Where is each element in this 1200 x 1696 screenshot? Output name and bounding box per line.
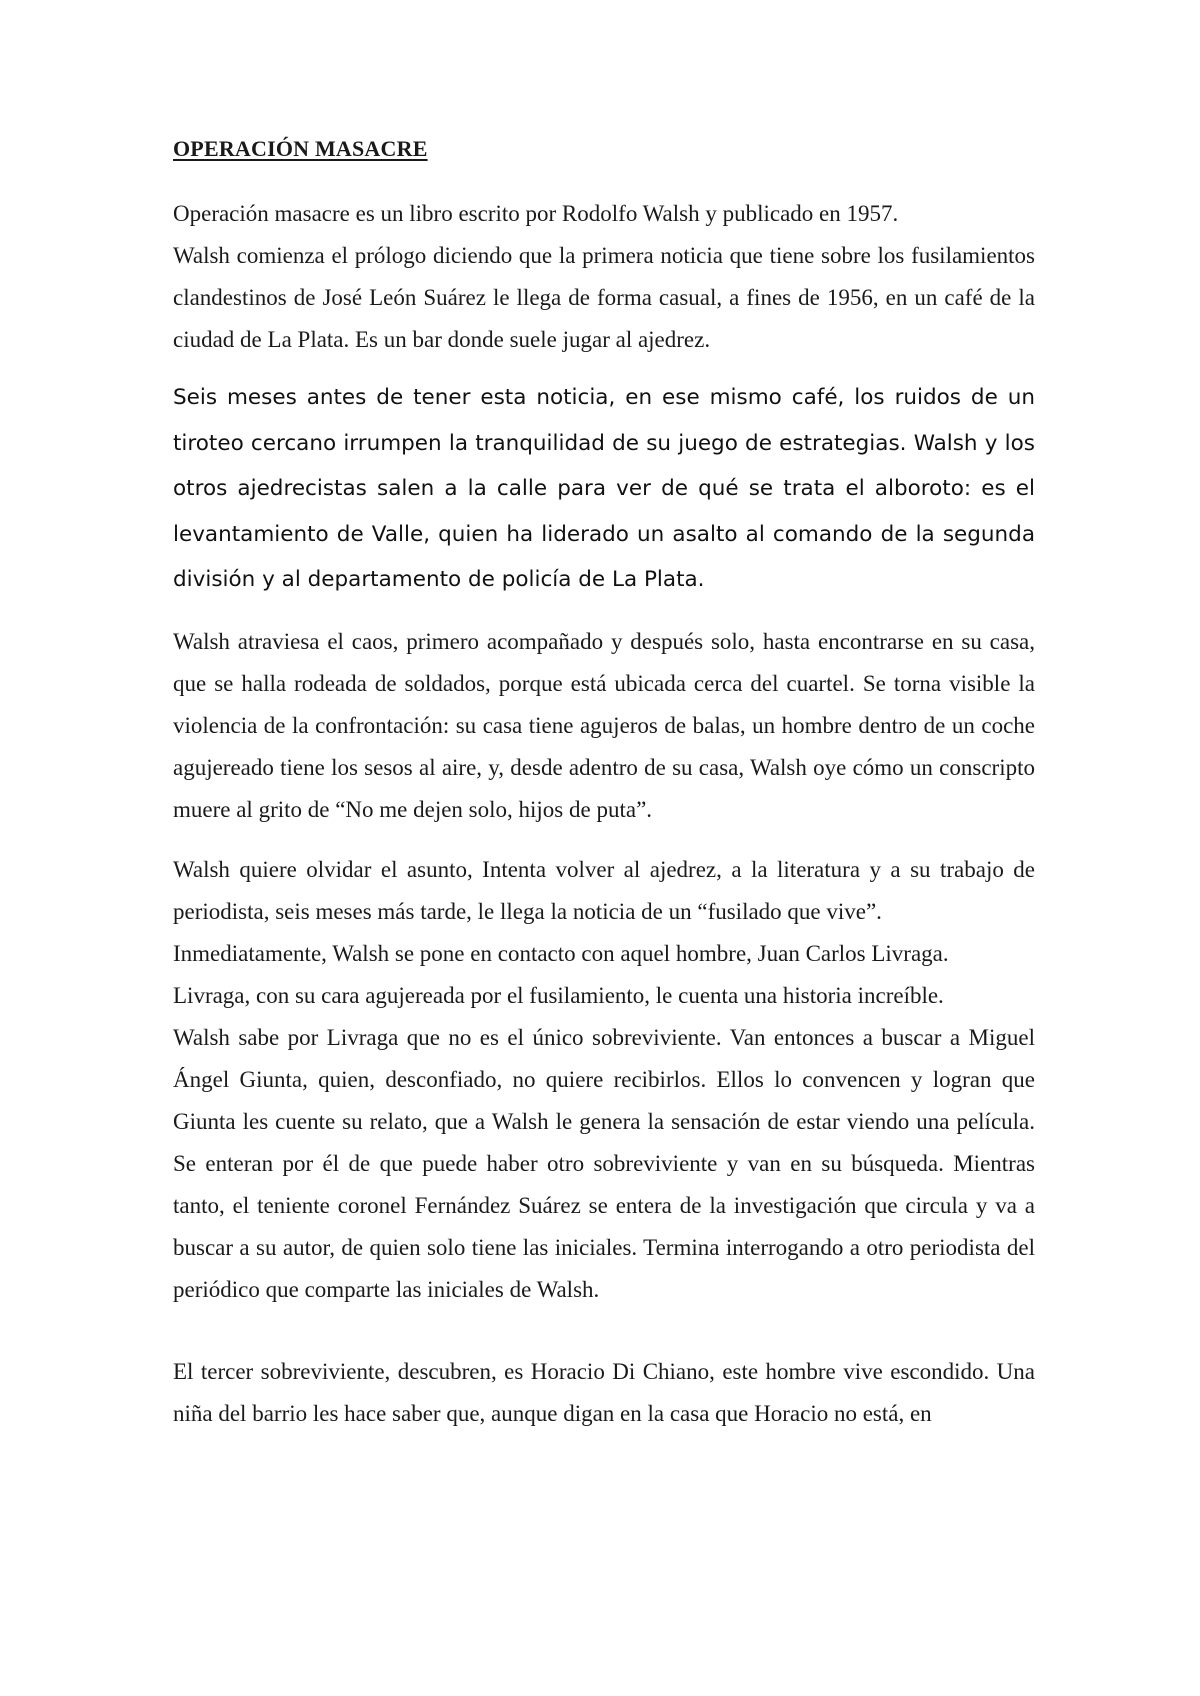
spacer	[173, 603, 1035, 621]
document-body	[173, 138, 1035, 1435]
paragraph-contact: Inmediatamente, Walsh se pone en contacto con aquel hombre, Juan Carlos Livraga.	[173, 940, 949, 966]
document-title: OPERACIÓN MASACRE	[173, 136, 428, 161]
paragraph-survivors: Walsh sabe por Livraga que no es el único sobreviviente. Van entonces a buscar a Miguel Ángel Giunta, quien, desconfiado, no quiere recibirlos. Ellos lo convencen y logran que Giunta les cuente su relato, que a Walsh le genera la sensación de estar viendo una película. Se enteran por él de que puede haber otro sobreviviente y van en su búsqueda. Mientras tanto, el teniente coronel Fernández Suárez se entera de la investigación que circula y va a buscar a su autor, de quien solo tiene las iniciales. Termina interrogando a otro periodista del periódico que comparte las iniciales de Walsh.	[173, 1024, 1035, 1302]
paragraph-livraga: Livraga, con su cara agujereada por el fusilamiento, le cuenta una historia increíble.	[173, 982, 944, 1008]
paragraph-chaos: Walsh atraviesa el caos, primero acompañado y después solo, hasta encontrarse en su casa, que se halla rodeada de soldados, porque está ubicada cerca del cuartel. Se torna visible la violencia de la confrontación: su casa tiene agujeros de balas, un hombre dentro de un coche agujereado tiene los sesos al aire, y, desde adentro de su casa, Walsh oye cómo un conscripto muere al grito de “No me dejen solo, hijos de puta”.	[173, 628, 1035, 822]
paragraph-prologue: Walsh comienza el prólogo diciendo que la primera noticia que tiene sobre los fusilamientos clandestinos de José León Suárez le llega de forma casual, a fines de 1956, en un café de la ciudad de La Plata. Es un bar donde suele jugar al ajedrez.	[173, 243, 1035, 352]
paragraph-uprising: Seis meses antes de tener esta noticia, en ese mismo café, los ruidos de un tiroteo cercano irrumpen la tranquilidad de su juego de estrategias. Walsh y los otros ajedrecistas salen a la calle para ver de qué se trata el alboroto: es el levantamiento de Valle, quien ha liderado un asalto al comando de la segunda división y al departamento de policía de La Plata.	[173, 385, 1035, 592]
spacer	[173, 831, 1035, 849]
paragraph-intro: Operación masacre es un libro escrito por Rodolfo Walsh y publicado en 1957.	[173, 201, 899, 226]
spacer	[173, 361, 1035, 375]
paragraph-forget: Walsh quiere olvidar el asunto, Intenta volver al ajedrez, a la literatura y a su trabajo de periodista, seis meses más tarde, le llega la noticia de un “fusilado que vive”.	[173, 856, 1035, 924]
paragraph-third-survivor: El tercer sobreviviente, descubren, es Horacio Di Chiano, este hombre vive escondido. Una niña del barrio les hace saber que, aunque digan en la casa que Horacio no está, en	[173, 1358, 1035, 1426]
spacer	[173, 1311, 1035, 1351]
